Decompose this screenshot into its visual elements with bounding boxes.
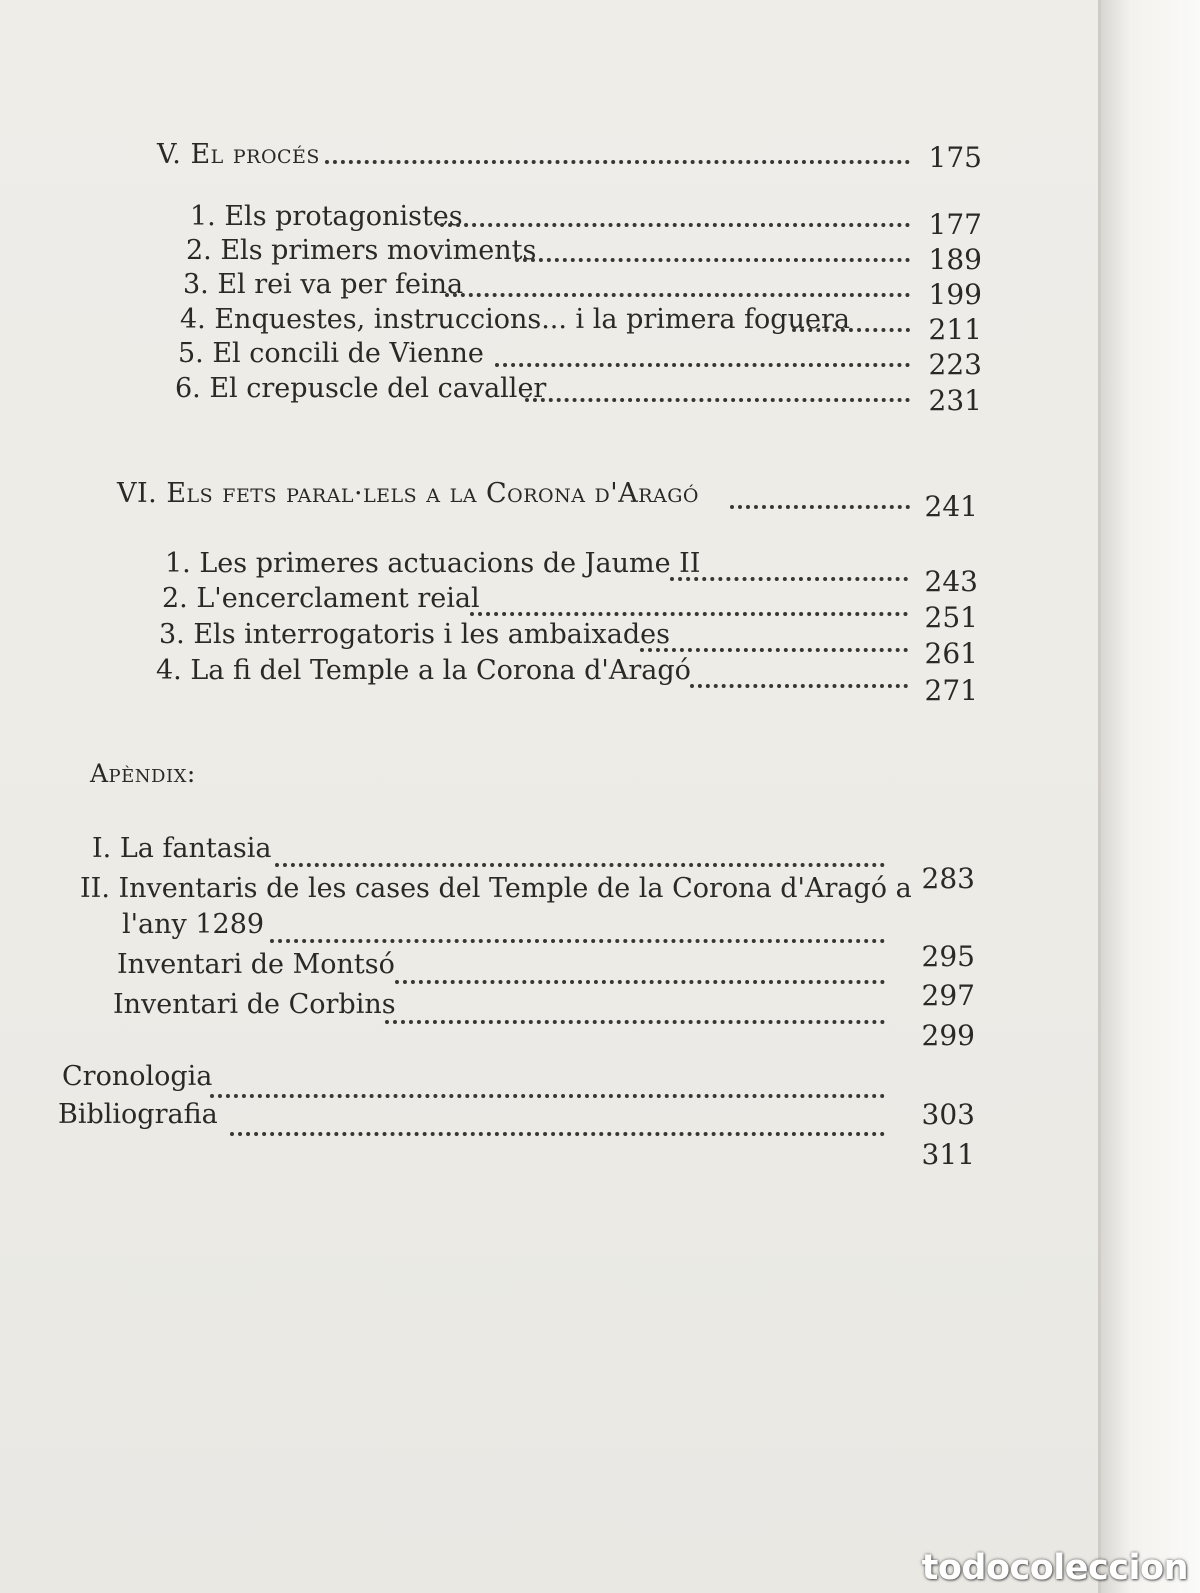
toc-entry: 1. Els protagonistes [190, 201, 463, 232]
toc-page: 303 [921, 1098, 975, 1131]
toc-page: 211 [928, 313, 982, 346]
leader-dots [325, 140, 910, 164]
leader-dots [440, 203, 910, 227]
part-6-title: VI. Els fets paral·lels a la Corona d'Aragó [117, 478, 699, 509]
leader-dots [730, 485, 910, 509]
toc-entry: 6. El crepuscle del cavaller [175, 373, 547, 404]
toc-page: 271 [924, 674, 978, 707]
leader-dots [270, 919, 885, 943]
leader-dots [792, 308, 910, 332]
toc-page: 199 [928, 278, 982, 311]
toc-page: 231 [928, 384, 982, 417]
toc-page: 261 [924, 637, 978, 670]
leader-dots [445, 273, 910, 297]
leader-dots [275, 843, 885, 867]
part-6-page: 241 [924, 490, 978, 523]
toc-page: 311 [921, 1138, 975, 1171]
leader-dots [670, 557, 908, 581]
leader-dots [495, 343, 910, 367]
toc-entry: 4. Enquestes, instruccions... i la primera foguera [180, 304, 850, 335]
toc-entry: 1. Les primeres actuacions de Jaume II [165, 548, 701, 579]
toc-entry: Bibliografia [58, 1099, 218, 1130]
toc-entry: Inventari de Corbins [113, 989, 396, 1020]
leader-dots [230, 1112, 885, 1136]
leader-dots [210, 1074, 885, 1098]
toc-entry: Inventari de Montsó [117, 949, 395, 980]
toc-entry: 3. Els interrogatoris i les ambaixades [159, 619, 670, 650]
part-5-page: 175 [928, 141, 982, 174]
toc-entry: 4. La fi del Temple a la Corona d'Aragó [156, 655, 691, 686]
toc-entry: Cronologia [62, 1061, 213, 1092]
leader-dots [395, 960, 885, 984]
toc-page: 243 [924, 565, 978, 598]
watermark-logo: todocoleccion [921, 1548, 1188, 1588]
toc-entry: 2. L'encerclament reial [162, 583, 480, 614]
toc-page: 223 [928, 348, 982, 381]
leader-dots [690, 664, 908, 688]
part-5-title: V. El procés [157, 139, 320, 170]
toc-entry: 3. El rei va per feina [183, 269, 464, 300]
toc-entry: II. Inventaris de les cases del Temple de la Corona d'Aragó a [80, 873, 912, 904]
leader-dots [515, 238, 910, 262]
toc-page: 251 [924, 601, 978, 634]
toc-page: 297 [921, 979, 975, 1012]
toc-page: 295 [921, 940, 975, 973]
toc-entry: I. La fantasia [92, 833, 272, 864]
toc-page: 189 [928, 243, 982, 276]
toc-entry: l'any 1289 [122, 909, 265, 940]
appendix-title: Apèndix: [90, 759, 196, 788]
leader-dots [640, 628, 908, 652]
facing-page-edge [1101, 0, 1200, 1593]
leader-dots [385, 1000, 885, 1024]
toc-page: 177 [928, 208, 982, 241]
leader-dots [525, 378, 910, 402]
leader-dots [470, 592, 908, 616]
toc-page: 283 [921, 862, 975, 895]
toc-entry: 5. El concili de Vienne [178, 338, 484, 369]
toc-entry: 2. Els primers moviments [186, 235, 537, 266]
toc-page: 299 [921, 1019, 975, 1052]
